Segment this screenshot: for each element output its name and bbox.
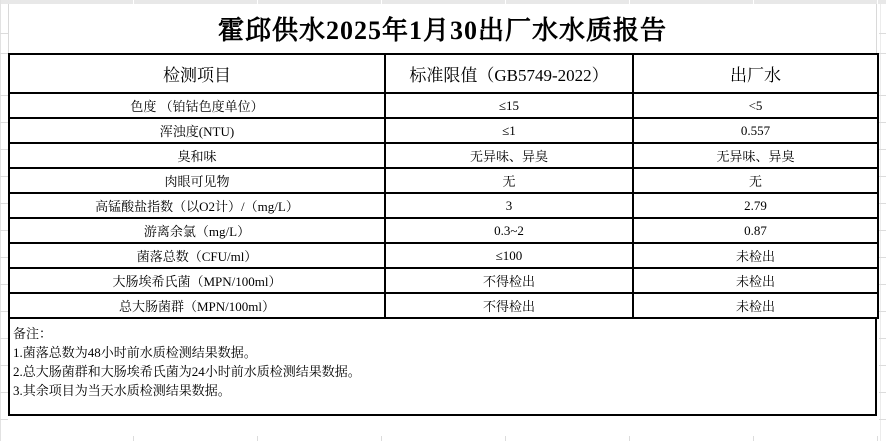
notes-label: 备注： — [13, 326, 53, 341]
gridline — [0, 257, 8, 258]
table-row — [9, 118, 878, 143]
remarks-section — [8, 319, 877, 416]
cell-limit: ≤100 — [385, 243, 633, 268]
cell-limit: 无异味、异臭 — [385, 143, 633, 168]
cell-result: <5 — [633, 93, 878, 118]
table-row — [9, 268, 878, 293]
gridline — [257, 436, 258, 441]
cell-limit: 3 — [385, 193, 633, 218]
gridline — [0, 95, 8, 96]
gridline — [133, 436, 134, 441]
cell-result: 0.557 — [633, 118, 878, 143]
gridline — [629, 0, 630, 4]
cell-item: 色度 （铂钴色度单位） — [9, 93, 385, 118]
gridline — [0, 176, 8, 177]
water-quality-report — [8, 4, 877, 416]
gridline — [879, 338, 886, 339]
cell-result: 2.79 — [633, 193, 878, 218]
cell-item: 臭和味 — [9, 143, 385, 168]
gridline — [877, 436, 878, 441]
sheet-right-gridline — [880, 4, 881, 441]
gridline — [879, 53, 886, 54]
gridline — [133, 0, 134, 4]
gridline — [753, 0, 754, 4]
gridline — [753, 436, 754, 441]
gridline — [0, 53, 8, 54]
gridline — [879, 419, 886, 420]
gridline — [877, 0, 878, 4]
gridline — [381, 436, 382, 441]
note-line-3: 3.其余项目为当天水质检测结果数据。 — [13, 383, 231, 398]
cell-item: 游离余氯（mg/L） — [9, 218, 385, 243]
gridline — [0, 33, 8, 34]
gridline — [879, 284, 886, 285]
cell-limit: 无 — [385, 168, 633, 193]
note-line-2: 2.总大肠菌群和大肠埃希氏菌为24小时前水质检测结果数据。 — [13, 364, 361, 379]
gridline — [879, 149, 886, 150]
cell-limit: 0.3~2 — [385, 218, 633, 243]
gridline — [879, 257, 886, 258]
gridline — [0, 122, 8, 123]
sheet-left-gridline — [0, 0, 1, 441]
column-header-result: 出厂水 — [633, 54, 878, 93]
gridline — [879, 95, 886, 96]
gridline — [879, 230, 886, 231]
gridline — [879, 176, 886, 177]
column-header-limit: 标准限值（GB5749-2022） — [385, 54, 633, 93]
note-line-1: 1.菌落总数为48小时前水质检测结果数据。 — [13, 345, 257, 360]
cell-result: 无异味、异臭 — [633, 143, 878, 168]
cell-result: 无 — [633, 168, 878, 193]
gridline — [879, 33, 886, 34]
gridline — [257, 0, 258, 4]
cell-limit: ≤1 — [385, 118, 633, 143]
gridline — [629, 436, 630, 441]
gridline — [0, 365, 8, 366]
cell-item: 浑浊度(NTU) — [9, 118, 385, 143]
gridline — [0, 149, 8, 150]
table-row — [9, 218, 878, 243]
table-row — [9, 143, 878, 168]
table-row — [9, 168, 878, 193]
table-row — [9, 293, 878, 318]
cell-result: 0.87 — [633, 218, 878, 243]
gridline — [879, 122, 886, 123]
gridline — [381, 0, 382, 4]
gridline — [879, 203, 886, 204]
cell-item: 高锰酸盐指数（以O2计）/（mg/L） — [9, 193, 385, 218]
gridline — [879, 392, 886, 393]
gridline — [0, 392, 8, 393]
column-header-item: 检测项目 — [9, 54, 385, 93]
gridline — [0, 203, 8, 204]
gridline — [879, 311, 886, 312]
gridline — [0, 311, 8, 312]
cell-result: 未检出 — [633, 293, 878, 318]
cell-item: 菌落总数（CFU/ml） — [9, 243, 385, 268]
gridline — [505, 436, 506, 441]
cell-result: 未检出 — [633, 243, 878, 268]
cell-item: 肉眼可见物 — [9, 168, 385, 193]
gridline — [0, 230, 8, 231]
gridline — [0, 338, 8, 339]
water-quality-table — [8, 53, 879, 319]
table-row — [9, 243, 878, 268]
table-header-row — [9, 54, 878, 93]
cell-result: 未检出 — [633, 268, 878, 293]
page-title: 霍邱供水2025年1月30出厂水水质报告 — [8, 4, 877, 53]
cell-limit: ≤15 — [385, 93, 633, 118]
gridline — [879, 365, 886, 366]
cell-limit: 不得检出 — [385, 268, 633, 293]
table-row — [9, 193, 878, 218]
table-row — [9, 93, 878, 118]
cell-limit: 不得检出 — [385, 293, 633, 318]
gridline — [0, 284, 8, 285]
gridline — [505, 0, 506, 4]
gridline — [0, 419, 8, 420]
cell-item: 大肠埃希氏菌（MPN/100ml） — [9, 268, 385, 293]
cell-item: 总大肠菌群（MPN/100ml） — [9, 293, 385, 318]
